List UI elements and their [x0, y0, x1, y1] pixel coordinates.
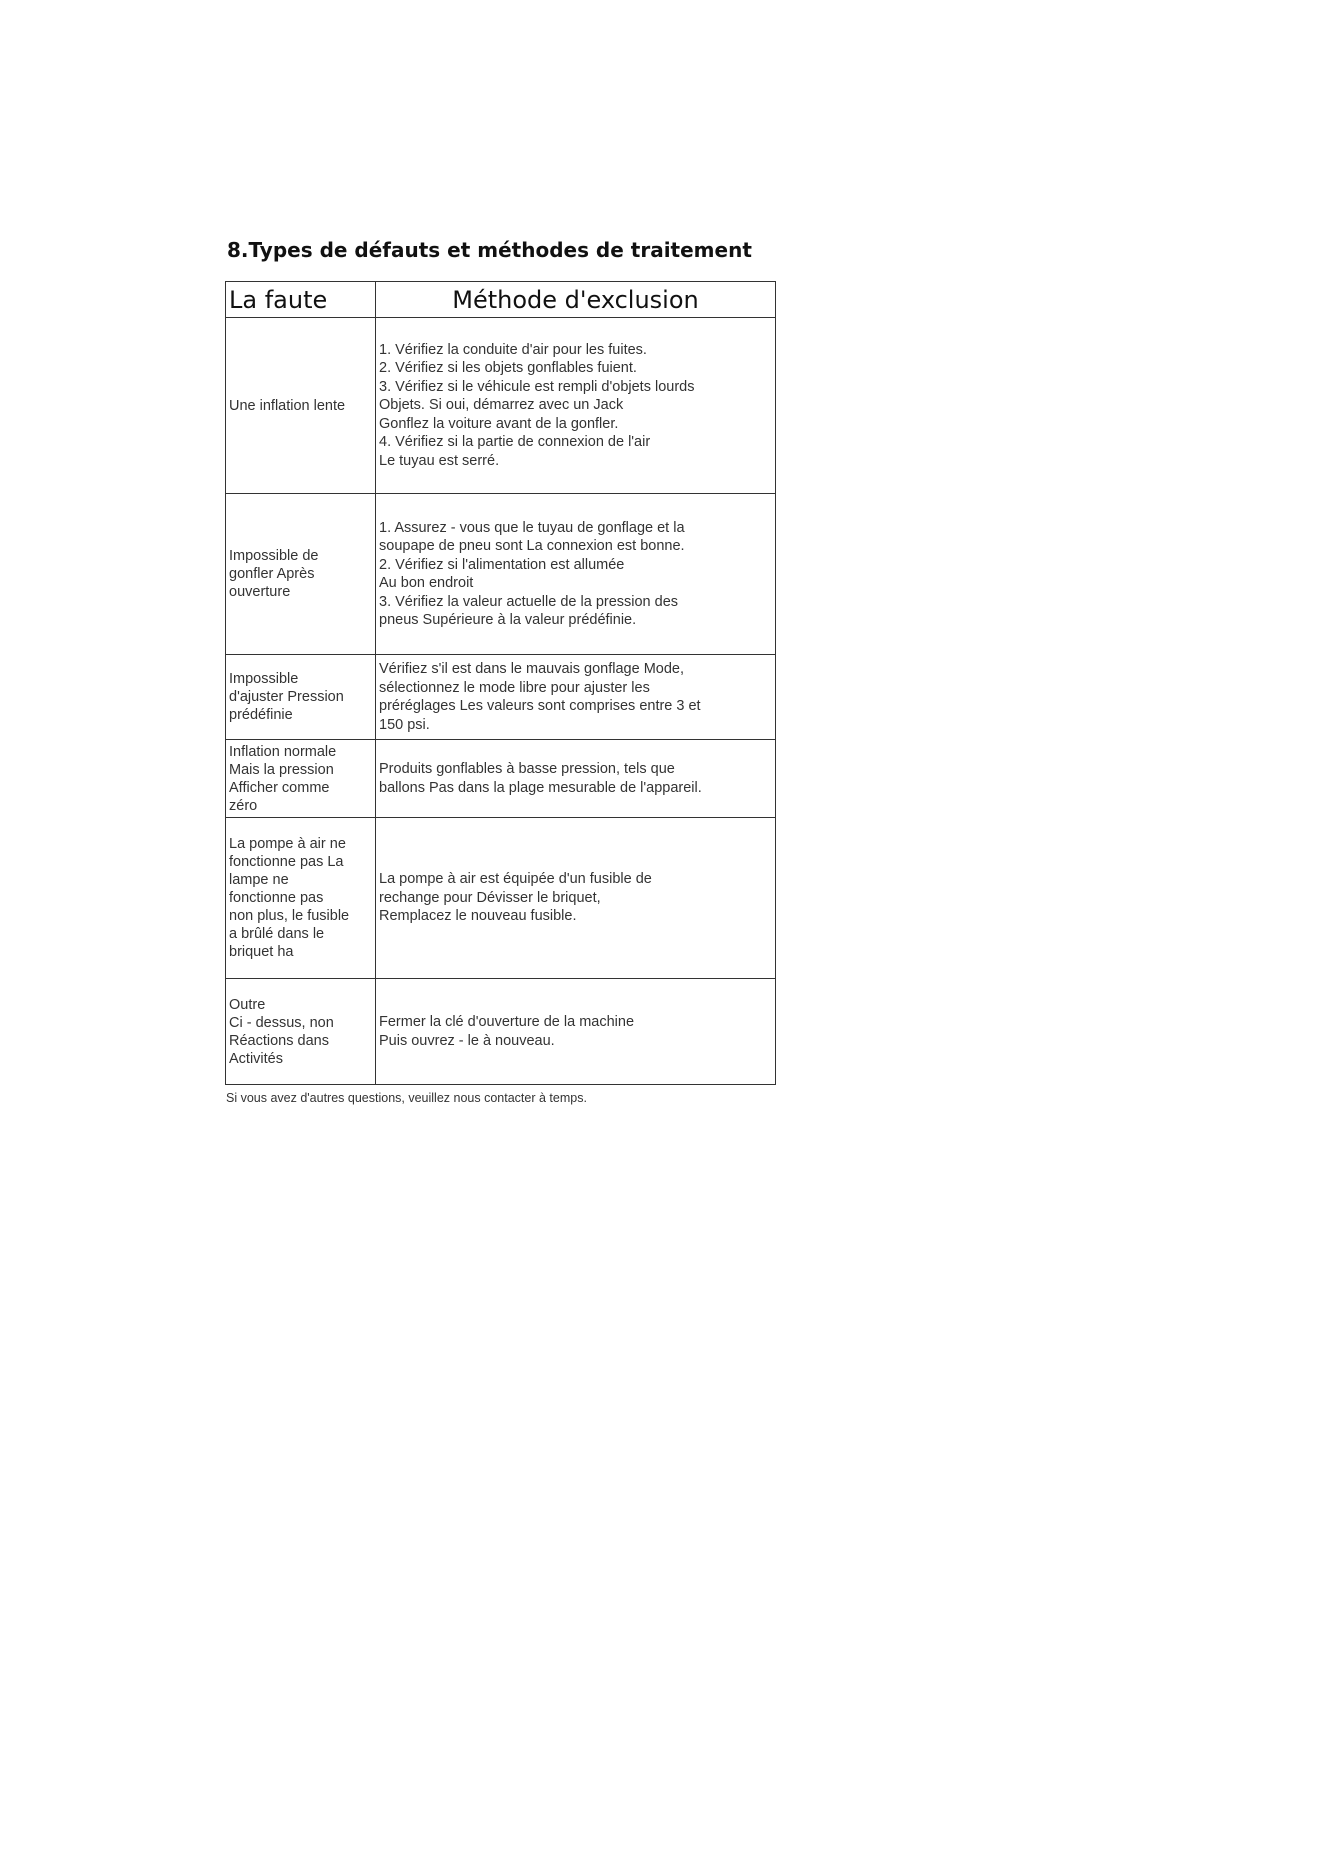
- method-cell: Fermer la clé d'ouverture de la machine Puis ouvrez - le à nouveau.: [376, 979, 776, 1085]
- method-cell: Vérifiez s'il est dans le mauvais gonflage Mode, sélectionnez le mode libre pour ajuster les préréglages Les valeurs sont comprises entre 3 et 150 psi.: [376, 655, 776, 740]
- table-row: [226, 494, 776, 655]
- method-cell: 1. Assurez - vous que le tuyau de gonflage et la soupape de pneu sont La connexion est bonne. 2. Vérifiez si l'alimentation est allumée Au bon endroit 3. Vérifiez la valeur actuelle de la pression des pneus Supérieure à la valeur prédéfinie.: [376, 494, 776, 655]
- fault-cell: Une inflation lente: [226, 318, 376, 494]
- table-row: [226, 318, 776, 494]
- fault-table: [225, 281, 776, 1085]
- table-row: [226, 818, 776, 979]
- footnote: Si vous avez d'autres questions, veuillez nous contacter à temps.: [226, 1091, 587, 1105]
- page-title: 8.Types de défauts et méthodes de traitement: [227, 238, 752, 262]
- table-header-row: [226, 282, 776, 318]
- method-cell: La pompe à air est équipée d'un fusible de rechange pour Dévisser le briquet, Remplacez le nouveau fusible.: [376, 818, 776, 979]
- column-header-fault: La faute: [226, 282, 376, 318]
- method-cell: 1. Vérifiez la conduite d'air pour les fuites. 2. Vérifiez si les objets gonflables fuient. 3. Vérifiez si le véhicule est rempli d'objets lourds Objets. Si oui, démarrez avec un Jack Gonflez la voiture avant de la gonfler. 4. Vérifiez si la partie de connexion de l'air Le tuyau est serré.: [376, 318, 776, 494]
- table-row: [226, 979, 776, 1085]
- fault-cell: Impossible d'ajuster Pression prédéfinie: [226, 655, 376, 740]
- fault-cell: La pompe à air ne fonctionne pas La lampe ne fonctionne pas non plus, le fusible a brûlé dans le briquet ha: [226, 818, 376, 979]
- fault-cell: Outre Ci - dessus, non Réactions dans Activités: [226, 979, 376, 1085]
- fault-cell: Impossible de gonfler Après ouverture: [226, 494, 376, 655]
- table-row: [226, 655, 776, 740]
- table-row: [226, 740, 776, 818]
- column-header-method: Méthode d'exclusion: [376, 282, 776, 318]
- fault-cell: Inflation normale Mais la pression Afficher comme zéro: [226, 740, 376, 818]
- method-cell: Produits gonflables à basse pression, tels que ballons Pas dans la plage mesurable de l'appareil.: [376, 740, 776, 818]
